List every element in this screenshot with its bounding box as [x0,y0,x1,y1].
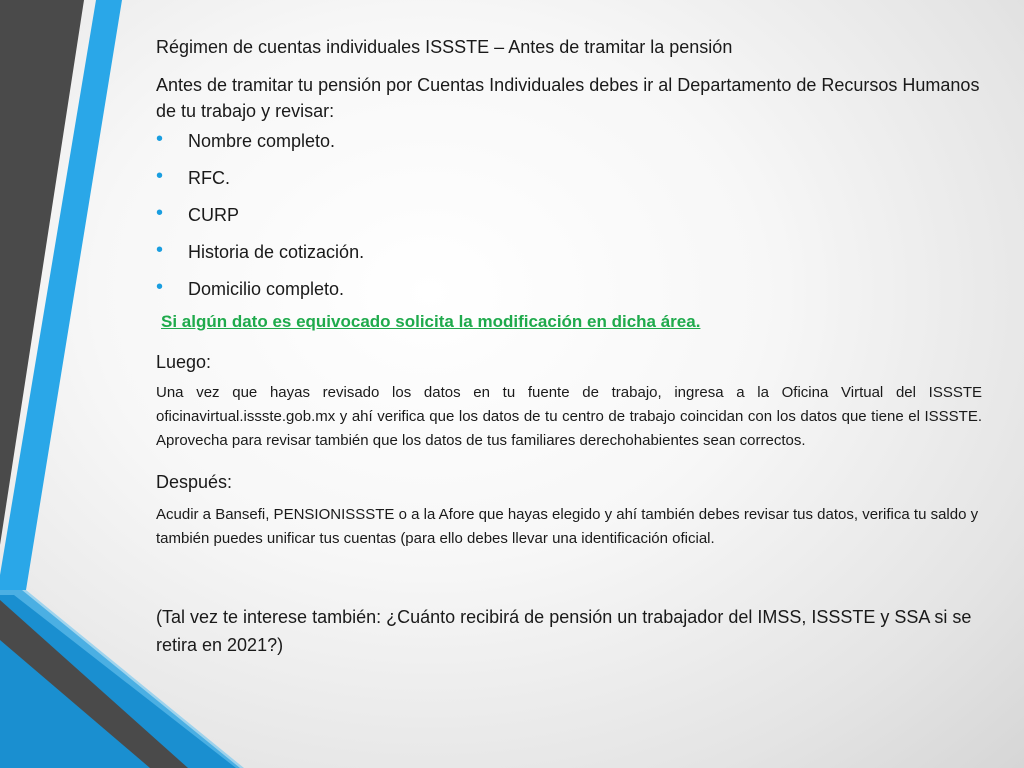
slide-title: Régimen de cuentas individuales ISSSTE – Antes de tramitar la pensión [156,37,733,57]
list-item: • Historia de cotización. [156,239,365,262]
list-item: • RFC. [156,165,230,188]
warning-note: Si algún dato es equivocado solicita la modificación en dicha área. [161,312,701,331]
list-item: • CURP [156,202,240,225]
closing-note: (Tal vez te interese también: ¿Cuánto recibirá de pensión un trabajador del IMSS, ISSSTE y SSA si se retira en 2021?) [156,607,972,655]
bullet-icon: • [156,276,164,298]
list-item: • Domicilio completo. [156,276,345,299]
list-item: • Nombre completo. [156,128,336,151]
bullet-icon: • [156,239,164,261]
after-paragraph: Acudir a Bansefi, PENSIONISSSTE o a la Afore que hayas elegido y ahí también debes revisar tus datos, verifica tu saldo y también puedes unificar tus cuentas (para ello debes llevar una identificación oficial. [156,506,979,547]
then-heading: Luego: [156,352,212,372]
intro-text: Antes de tramitar tu pensión por Cuentas Individuales debes ir al Departamento de Recursos Humanos de tu trabajo y revisar: [156,75,980,121]
slide-content [156,28,982,659]
bullet-icon: • [156,165,164,187]
bullet-icon: • [156,128,164,150]
after-heading: Después: [156,472,233,492]
then-paragraph: Una vez que hayas revisado los datos en tu fuente de trabajo, ingresa a la Oficina Virtual del ISSSTE oficinavirtual.issste.gob.mx y ahí verifica que los datos de tu centro de trabajo coincidan con los datos que tiene el ISSSTE. Aprovecha para revisar también que los datos de tus familiares derechohabientes sean correctos. [156,384,982,449]
checklist [156,130,982,300]
bullet-icon: • [156,202,164,224]
